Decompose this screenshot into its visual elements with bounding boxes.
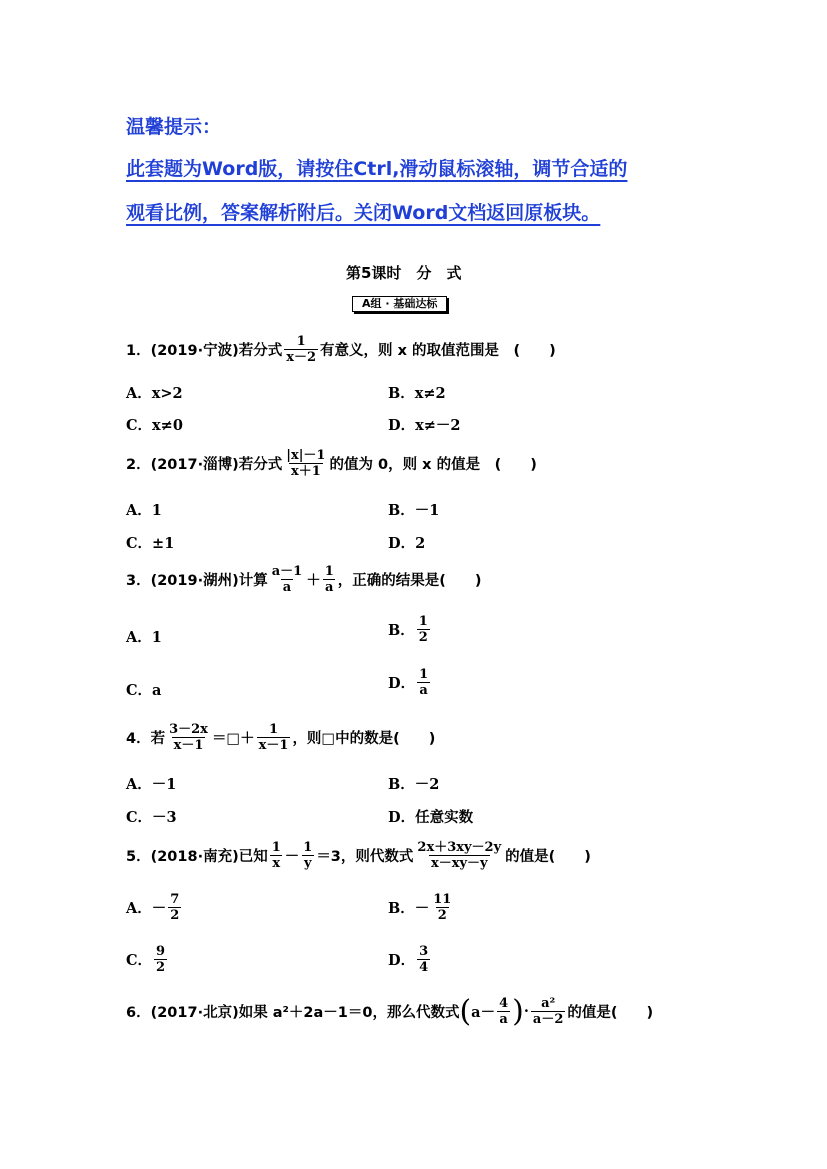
q2-prefix: 2．(2017·淄博)若分式 <box>126 457 283 473</box>
q5-option-b[interactable] <box>388 892 455 923</box>
q3-optb-den: 2 <box>418 630 428 645</box>
q4-option-a[interactable]: A．－1 <box>126 776 177 793</box>
q6-dot: · <box>523 1003 529 1020</box>
q5-suffix: 的值是( ) <box>505 849 591 865</box>
q3-mid: ＋ <box>306 572 321 589</box>
q5-optc-den: 2 <box>156 960 166 975</box>
q4-frac1-num: 3－2x <box>169 722 208 737</box>
q1-prefix: 1．(2019·宁波)若分式 <box>126 343 283 359</box>
q2-option-b[interactable]: B．－1 <box>388 502 440 519</box>
q1-frac-den: x－2 <box>286 350 317 365</box>
q1-frac-num: 1 <box>296 334 306 349</box>
q1-option-c[interactable]: C．x≠0 <box>126 417 183 434</box>
q1-fraction <box>284 334 318 365</box>
q4-frac2-num: 1 <box>269 722 279 737</box>
q3-prefix: 3．(2019·湖州)计算 <box>126 573 268 589</box>
q4-option-d[interactable]: D．任意实数 <box>388 809 474 826</box>
q1-option-d[interactable]: D．x≠－2 <box>388 417 461 434</box>
q5-option-b-label: B．－ <box>388 900 430 917</box>
q1-option-a[interactable]: A．x>2 <box>126 385 183 402</box>
q6-frac2-den: a－2 <box>532 1012 564 1027</box>
q5-option-c-fraction <box>154 944 167 975</box>
q5-frac2-num: 1 <box>303 840 313 855</box>
q6-frac1-num: 4 <box>499 996 509 1011</box>
q4-frac1-den: x－1 <box>173 738 204 753</box>
q5-mid: － <box>284 848 300 865</box>
q5-frac3-den: x－xy－y <box>430 856 488 871</box>
question-6 <box>126 993 654 1029</box>
q5-prefix: 5．(2018·南充)已知 <box>126 849 268 865</box>
q4-mid: ＝□＋ <box>211 730 255 747</box>
q3-option-c[interactable]: C．a <box>126 682 162 699</box>
q3-option-b-fraction <box>417 614 430 645</box>
q5-frac1-den: x <box>272 856 281 871</box>
q5-fraction-1 <box>270 840 283 871</box>
q5-optd-den: 4 <box>419 960 429 975</box>
q2-fraction <box>284 448 327 479</box>
q2-option-c[interactable]: C．±1 <box>126 535 175 552</box>
q5-optd-num: 3 <box>419 944 429 959</box>
q4-frac2-den: x－1 <box>258 738 289 753</box>
q3-optd-num: 1 <box>419 667 429 682</box>
q2-option-a[interactable]: A．1 <box>126 502 162 519</box>
question-1 <box>126 334 556 365</box>
q5-option-b-fraction <box>431 892 453 923</box>
q4-option-b[interactable]: B．－2 <box>388 776 440 793</box>
tip-line-2[interactable]: 观看比例，答案解析附后。关闭Word文档返回原板块。 <box>126 202 601 224</box>
q5-option-a-label: A．－ <box>126 900 167 917</box>
q2-suffix: 的值为 0，则 x 的值是 ( ) <box>329 457 537 473</box>
q5-option-d[interactable] <box>388 944 432 975</box>
q5-fraction-3 <box>415 840 503 871</box>
q5-frac1-num: 1 <box>271 840 281 855</box>
q5-option-c-label: C． <box>126 952 153 969</box>
q6-frac2-num: a² <box>541 996 556 1011</box>
q3-optd-den: a <box>419 683 428 698</box>
question-3 <box>126 564 482 595</box>
q6-frac1-den: a <box>499 1012 508 1027</box>
q1-option-b[interactable]: B．x≠2 <box>388 385 446 402</box>
q6-fraction-1 <box>497 996 510 1027</box>
q3-frac1-num: a－1 <box>271 564 303 579</box>
q3-frac2-num: 1 <box>324 564 334 579</box>
q6-suffix: 的值是( ) <box>567 1005 654 1021</box>
q5-option-a-fraction <box>168 892 181 923</box>
q6-left-paren: ( <box>459 993 472 1029</box>
q5-opta-den: 2 <box>170 908 180 923</box>
q6-right-paren: ) <box>512 993 524 1029</box>
q4-prefix: 4．若 <box>126 731 166 747</box>
question-5 <box>126 840 591 871</box>
q3-option-d[interactable] <box>388 667 432 698</box>
q4-option-c[interactable]: C．－3 <box>126 809 177 826</box>
q5-option-c[interactable] <box>126 944 169 975</box>
q4-suffix: ，则□中的数是( ) <box>292 731 436 747</box>
q3-suffix: ，正确的结果是( ) <box>337 573 482 589</box>
q5-option-d-fraction <box>417 944 430 975</box>
q5-frac2-den: y <box>304 856 312 871</box>
q2-frac-den: x＋1 <box>290 464 321 479</box>
q5-option-a[interactable] <box>126 892 183 923</box>
question-2 <box>126 448 537 479</box>
q3-option-d-fraction <box>417 667 430 698</box>
q6-inner-left: a－ <box>471 1004 496 1021</box>
q2-frac-num: |x|－1 <box>286 448 326 463</box>
q5-frac3-num: 2x＋3xy－2y <box>417 840 502 855</box>
q3-frac1-den: a <box>282 580 292 595</box>
q6-fraction-2 <box>531 996 565 1027</box>
group-badge: A组 · 基础达标 <box>352 296 447 312</box>
question-4 <box>126 722 435 753</box>
q3-fraction-1 <box>270 564 304 595</box>
q1-suffix: 有意义，则 x 的取值范围是 ( ) <box>320 343 556 359</box>
q5-optb-den: 2 <box>437 908 447 923</box>
q3-frac2-den: a <box>325 580 334 595</box>
q5-opta-num: 7 <box>170 892 180 907</box>
q3-option-d-label: D． <box>388 675 416 692</box>
q5-optc-num: 9 <box>156 944 166 959</box>
q4-fraction-2 <box>257 722 291 753</box>
q3-fraction-2 <box>323 564 336 595</box>
q5-optb-num: 11 <box>433 892 452 907</box>
tip-line-1[interactable]: 此套题为Word版，请按住Ctrl,滑动鼠标滚轴，调节合适的 <box>126 158 628 180</box>
q5-mid2: ＝3，则代数式 <box>316 849 414 865</box>
q2-option-d[interactable]: D．2 <box>388 535 426 552</box>
q3-option-b[interactable] <box>388 614 432 645</box>
q3-option-b-label: B． <box>388 622 415 639</box>
q3-option-a[interactable]: A．1 <box>126 629 162 646</box>
q5-fraction-2 <box>301 840 314 871</box>
lesson-title: 第5课时 分 式 <box>346 264 462 282</box>
tip-heading: 温馨提示： <box>126 116 222 138</box>
q5-option-d-label: D． <box>388 952 416 969</box>
q6-prefix: 6．(2017·北京)如果 a²＋2a－1＝0，那么代数式 <box>126 1005 460 1021</box>
q4-fraction-1 <box>167 722 210 753</box>
q3-optb-num: 1 <box>418 614 428 629</box>
